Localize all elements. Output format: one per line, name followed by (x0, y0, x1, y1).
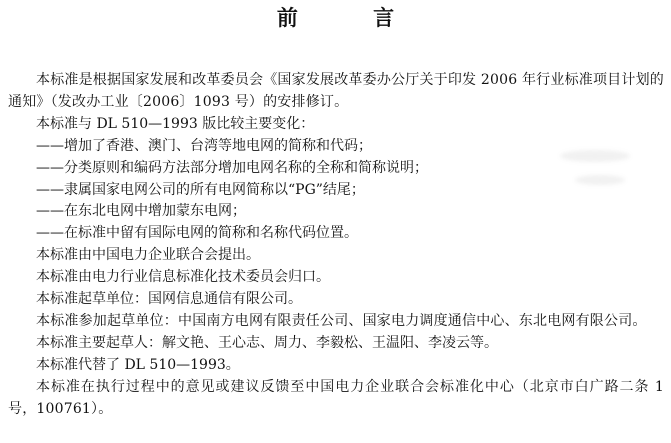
scan-smudge (575, 175, 625, 185)
change-item-pg-suffix: ——隶属国家电网公司的所有电网简称以“PG”结尾； (36, 181, 365, 198)
document-body (8, 70, 664, 421)
change-item-international: ——在标准中留有国际电网的简称和名称代码位置。 (36, 225, 358, 242)
paragraph-replaces: 本标准代替了 DL 510—1993。 (36, 356, 240, 373)
change-item-mengdong: ——在东北电网中增加蒙东电网； (36, 203, 246, 220)
paragraph-basis: 本标准是根据国家发展和改革委员会《国家发展改革委办公厅关于印发 2006 年行业标准项目计划的通知》（发改办工业〔2006〕1093 号）的安排修订。 (8, 72, 664, 110)
paragraph-changes-intro: 本标准与 DL 510—1993 版比较主要变化： (36, 115, 315, 132)
paragraph-administrator: 本标准由电力行业信息标准化技术委员会归口。 (36, 269, 330, 286)
paragraph-feedback: 本标准在执行过程中的意见或建议反馈至中国电力企业联合会标准化中心（北京市白广路二条 1 号，100761）。 (8, 378, 664, 417)
change-item-hk-macau-taiwan: ——增加了香港、澳门、台湾等地电网的简称和代码； (36, 137, 372, 154)
page-title: 前 言 (276, 6, 429, 30)
paragraph-proposer: 本标准由中国电力企业联合会提出。 (36, 247, 260, 264)
paragraph-participating-units: 本标准参加起草单位：中国南方电网有限责任公司、国家电力调度通信中心、东北电网有限公司。 (36, 312, 647, 329)
change-item-classification: ——分类原则和编码方法部分增加电网名称的全称和简称说明； (36, 159, 428, 176)
scan-smudge (560, 150, 630, 162)
paragraph-drafters: 本标准主要起草人：解文艳、王心志、周力、李毅松、王温阳、李凌云等。 (36, 334, 498, 351)
paragraph-drafting-unit: 本标准起草单位：国网信息通信有限公司。 (36, 291, 302, 308)
